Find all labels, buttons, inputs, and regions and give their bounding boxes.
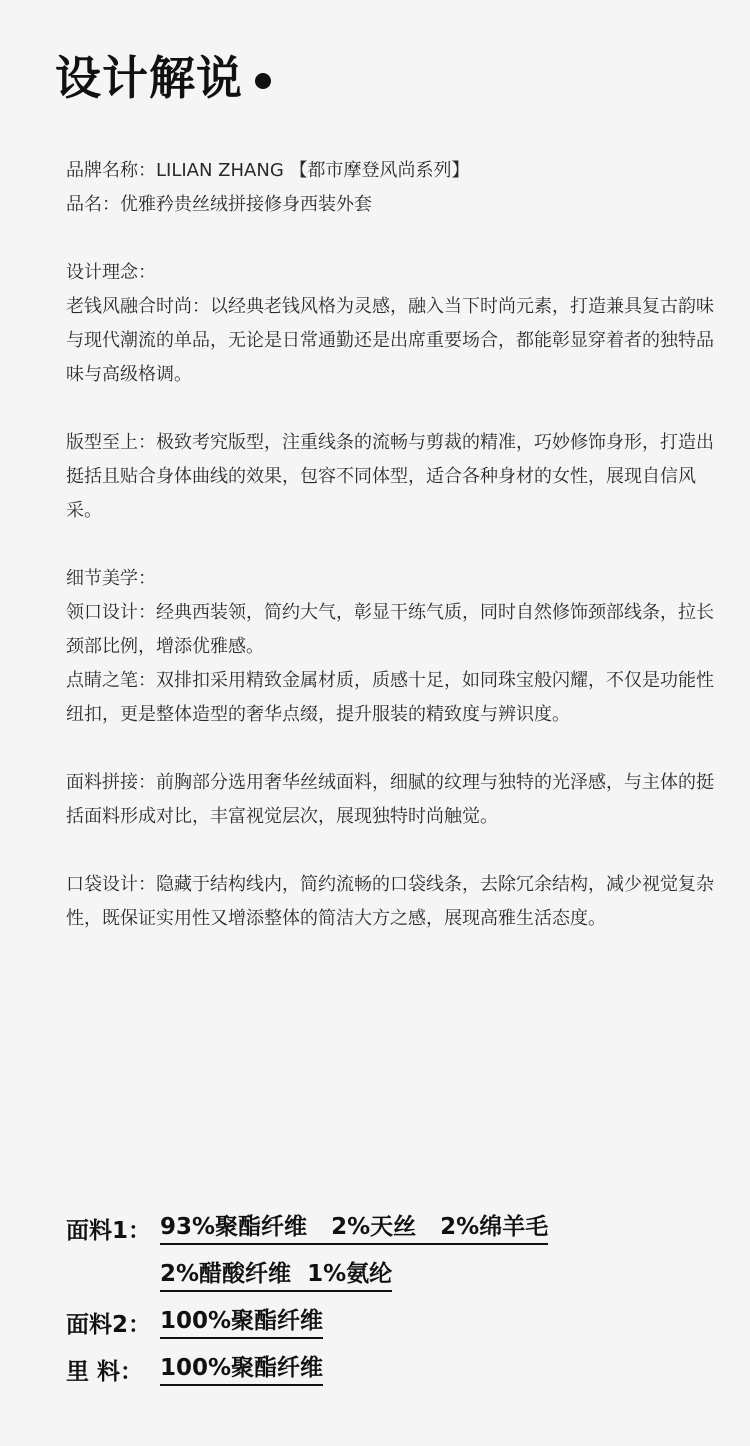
detail-buttons: 点睛之笔：双排扣采用精致金属材质，质感十足，如同珠宝般闪耀，不仅是功能性纽扣，更是整体造型的奢华点缀，提升服装的精致度与辨识度。 <box>66 670 714 725</box>
title-dot-icon <box>255 73 271 89</box>
fabric1-label: 面料1： <box>66 1218 152 1244</box>
lining-value: 100%聚酯纤维 <box>160 1349 323 1386</box>
product-line: 品名：优雅矜贵丝绒拼接修身西装外套 <box>66 194 372 215</box>
lining-row <box>66 1339 548 1386</box>
spacer <box>66 834 730 868</box>
page-title-text: 设计解说 <box>55 51 243 105</box>
fabric1-row <box>66 1198 548 1245</box>
brand-line: 品牌名称：LILIAN ZHANG 【都市摩登风尚系列】 <box>66 160 470 181</box>
fabric2-value: 100%聚酯纤维 <box>160 1302 323 1339</box>
detail-collar: 领口设计：经典西装领，简约大气，彰显干练气质，同时自然修饰颈部线条，拉长颈部比例，增添优雅感。 <box>66 602 714 657</box>
fabric1-row-continued <box>66 1245 548 1292</box>
concept-paragraph-style: 老钱风融合时尚：以经典老钱风格为灵感，融入当下时尚元素，打造兼具复古韵味与现代潮流的单品，无论是日常通勤还是出席重要场合，都能彰显穿着者的独特品味与高级格调。 <box>66 296 714 385</box>
fabric2-label: 面料2： <box>66 1312 152 1338</box>
detail-pocket: 口袋设计：隐藏于结构线内，简约流畅的口袋线条，去除冗余结构，减少视觉复杂性，既保证实用性又增添整体的简洁大方之感，展现高雅生活态度。 <box>66 874 714 929</box>
spacer <box>66 392 730 426</box>
materials-section <box>66 1198 548 1386</box>
fabric2-row <box>66 1292 548 1339</box>
concept-heading: 设计理念： <box>66 262 156 283</box>
spacer <box>66 732 730 766</box>
spacer <box>66 222 730 256</box>
details-heading: 细节美学： <box>66 568 156 589</box>
concept-paragraph-fit: 版型至上：极致考究版型，注重线条的流畅与剪裁的精准，巧妙修饰身形，打造出挺括且贴合身体曲线的效果，包容不同体型，适合各种身材的女性，展现自信风采。 <box>66 432 714 521</box>
description-body <box>66 154 730 936</box>
page-title <box>55 48 271 108</box>
fabric1-value-line2: 2%醋酸纤维 1%氨纶 <box>160 1255 392 1292</box>
lining-label: 里 料： <box>66 1359 144 1385</box>
fabric1-value-line1: 93%聚酯纤维 2%天丝 2%绵羊毛 <box>160 1208 548 1245</box>
detail-fabric: 面料拼接：前胸部分选用奢华丝绒面料，细腻的纹理与独特的光泽感，与主体的挺括面料形成对比，丰富视觉层次，展现独特时尚触觉。 <box>66 772 714 827</box>
spacer <box>66 528 730 562</box>
